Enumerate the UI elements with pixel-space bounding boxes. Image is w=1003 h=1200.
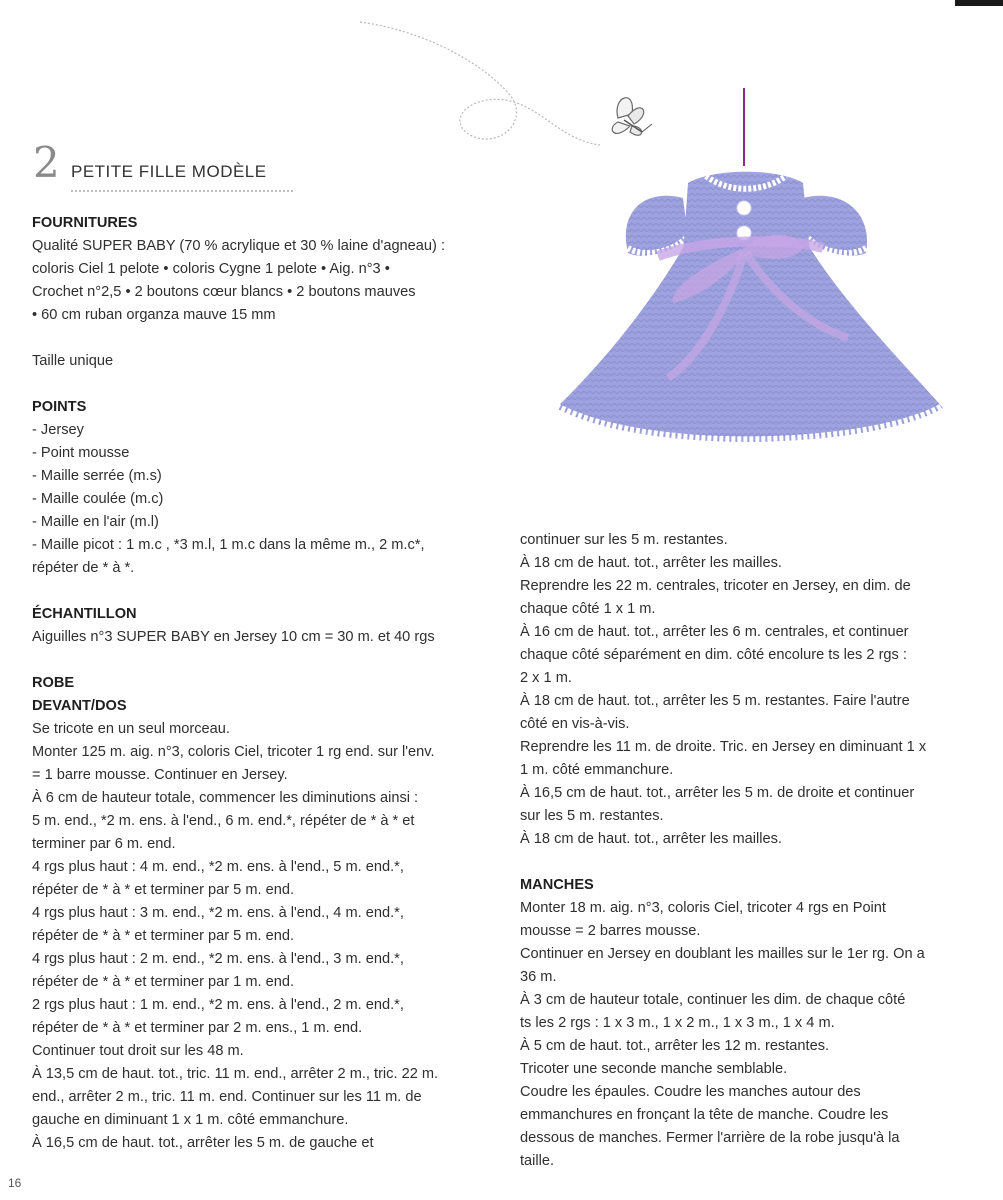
- text-line: 2 rgs plus haut : 1 m. end., *2 m. ens. à l'end., 2 m. end.*,: [32, 997, 404, 1013]
- text-line: chaque côté séparément en dim. côté encolure ts les 2 rgs :: [520, 647, 907, 663]
- page-number: 16: [8, 1176, 22, 1190]
- text-line: chaque côté 1 x 1 m.: [520, 601, 656, 617]
- text-line: = 1 barre mousse. Continuer en Jersey.: [32, 767, 288, 783]
- text-line: - Maille coulée (m.c): [32, 491, 164, 507]
- text-line: Se tricote en un seul morceau.: [32, 721, 230, 737]
- text-line: end., arrêter 2 m., tric. 11 m. end. Continuer sur les 11 m. de: [32, 1089, 422, 1105]
- text-line: répéter de * à * et terminer par 5 m. end.: [32, 882, 295, 898]
- text-line: À 18 cm de haut. tot., arrêter les mailles.: [520, 555, 782, 571]
- text-line: côté en vis-à-vis.: [520, 716, 630, 732]
- text-line: - Maille serrée (m.s): [32, 468, 162, 484]
- heading-manches: MANCHES: [520, 877, 594, 893]
- text-line: emmanchures en fronçant la tête de manche. Coudre les: [520, 1107, 889, 1123]
- text-line: - Point mousse: [32, 445, 130, 461]
- text-line: - Jersey: [32, 422, 84, 438]
- text-line: Continuer tout droit sur les 48 m.: [32, 1043, 244, 1059]
- spacer: [32, 327, 512, 350]
- text-line: 2 x 1 m.: [520, 670, 572, 686]
- right-column: [520, 529, 990, 1173]
- spacer: [32, 649, 512, 672]
- spacer: [32, 373, 512, 396]
- text-line: répéter de * à * et terminer par 5 m. end.: [32, 928, 295, 944]
- heading-points: POINTS: [32, 399, 87, 415]
- text-line: 4 rgs plus haut : 3 m. end., *2 m. ens. à l'end., 4 m. end.*,: [32, 905, 404, 921]
- text-line: À 16 cm de haut. tot., arrêter les 6 m. centrales, et continuer: [520, 624, 909, 640]
- text-line: Tricoter une seconde manche semblable.: [520, 1061, 788, 1077]
- text-line: répéter de * à * et terminer par 2 m. ens., 1 m. end.: [32, 1020, 363, 1036]
- text-line: 36 m.: [520, 969, 557, 985]
- text-line: À 3 cm de hauteur totale, continuer les dim. de chaque côté: [520, 992, 906, 1008]
- text-line: répéter de * à * et terminer par 1 m. end.: [32, 974, 295, 990]
- text-line: taille.: [520, 1153, 555, 1169]
- text-line: Crochet n°2,5 • 2 boutons cœur blancs • 2 boutons mauves: [32, 284, 416, 300]
- text-line: Monter 18 m. aig. n°3, coloris Ciel, tricoter 4 rgs en Point: [520, 900, 886, 916]
- text-line: - Maille en l'air (m.l): [32, 514, 159, 530]
- text-line: sur les 5 m. restantes.: [520, 808, 664, 824]
- text-line: gauche en diminuant 1 x 1 m. côté emmanchure.: [32, 1112, 349, 1128]
- text-line: Continuer en Jersey en doublant les mailles sur le 1er rg. On a: [520, 946, 925, 962]
- text-line: continuer sur les 5 m. restantes.: [520, 532, 728, 548]
- text-line: - Maille picot : 1 m.c , *3 m.l, 1 m.c dans la même m., 2 m.c*,: [32, 537, 425, 553]
- text-line: 5 m. end., *2 m. ens. à l'end., 6 m. end.*, répéter de * à * et: [32, 813, 415, 829]
- pattern-title: PETITE FILLE MODÈLE: [71, 162, 267, 181]
- text-line: À 6 cm de hauteur totale, commencer les diminutions ainsi :: [32, 790, 419, 806]
- pattern-number: 2: [33, 138, 60, 187]
- title-underline: [71, 190, 293, 192]
- text-line: 1 m. côté emmanchure.: [520, 762, 674, 778]
- text-line: Monter 125 m. aig. n°3, coloris Ciel, tricoter 1 rg end. sur l'env.: [32, 744, 435, 760]
- heading-echantillon: ÉCHANTILLON: [32, 606, 137, 622]
- text-line: Aiguilles n°3 SUPER BABY en Jersey 10 cm = 30 m. et 40 rgs: [32, 629, 435, 645]
- text-line: À 16,5 cm de haut. tot., arrêter les 5 m. de gauche et: [32, 1135, 374, 1151]
- text-line: 4 rgs plus haut : 4 m. end., *2 m. ens. à l'end., 5 m. end.*,: [32, 859, 404, 875]
- heading-robe: ROBE: [32, 675, 75, 691]
- text-line: coloris Ciel 1 pelote • coloris Cygne 1 pelote • Aig. n°3 •: [32, 261, 390, 277]
- heading-fournitures: FOURNITURES: [32, 215, 138, 231]
- spacer: [32, 580, 512, 603]
- text-line: Reprendre les 11 m. de droite. Tric. en Jersey en diminuant 1 x: [520, 739, 927, 755]
- left-column: [32, 212, 512, 1155]
- text-line: mousse = 2 barres mousse.: [520, 923, 701, 939]
- dress-illustration: [548, 88, 948, 488]
- text-line: À 18 cm de haut. tot., arrêter les 5 m. restantes. Faire l'autre: [520, 693, 910, 709]
- text-line: ts les 2 rgs : 1 x 3 m., 1 x 2 m., 1 x 3 m., 1 x 4 m.: [520, 1015, 835, 1031]
- text-line: Qualité SUPER BABY (70 % acrylique et 30 % laine d'agneau) :: [32, 238, 445, 254]
- text-line: terminer par 6 m. end.: [32, 836, 176, 852]
- text-line: Reprendre les 22 m. centrales, tricoter en Jersey, en dim. de: [520, 578, 911, 594]
- text-line: répéter de * à *.: [32, 560, 135, 576]
- text-line: À 5 cm de haut. tot., arrêter les 12 m. restantes.: [520, 1038, 830, 1054]
- text-line: Taille unique: [32, 353, 114, 369]
- text-line: 4 rgs plus haut : 2 m. end., *2 m. ens. à l'end., 3 m. end.*,: [32, 951, 404, 967]
- text-line: dessous de manches. Fermer l'arrière de la robe jusqu'à la: [520, 1130, 900, 1146]
- text-line: • 60 cm ruban organza mauve 15 mm: [32, 307, 276, 323]
- heading-devant-dos: DEVANT/DOS: [32, 698, 127, 714]
- text-line: À 16,5 cm de haut. tot., arrêter les 5 m. de droite et continuer: [520, 785, 915, 801]
- text-line: À 18 cm de haut. tot., arrêter les mailles.: [520, 831, 782, 847]
- text-line: Coudre les épaules. Coudre les manches autour des: [520, 1084, 861, 1100]
- text-line: À 13,5 cm de haut. tot., tric. 11 m. end., arrêter 2 m., tric. 22 m.: [32, 1066, 439, 1082]
- spacer: [520, 851, 990, 874]
